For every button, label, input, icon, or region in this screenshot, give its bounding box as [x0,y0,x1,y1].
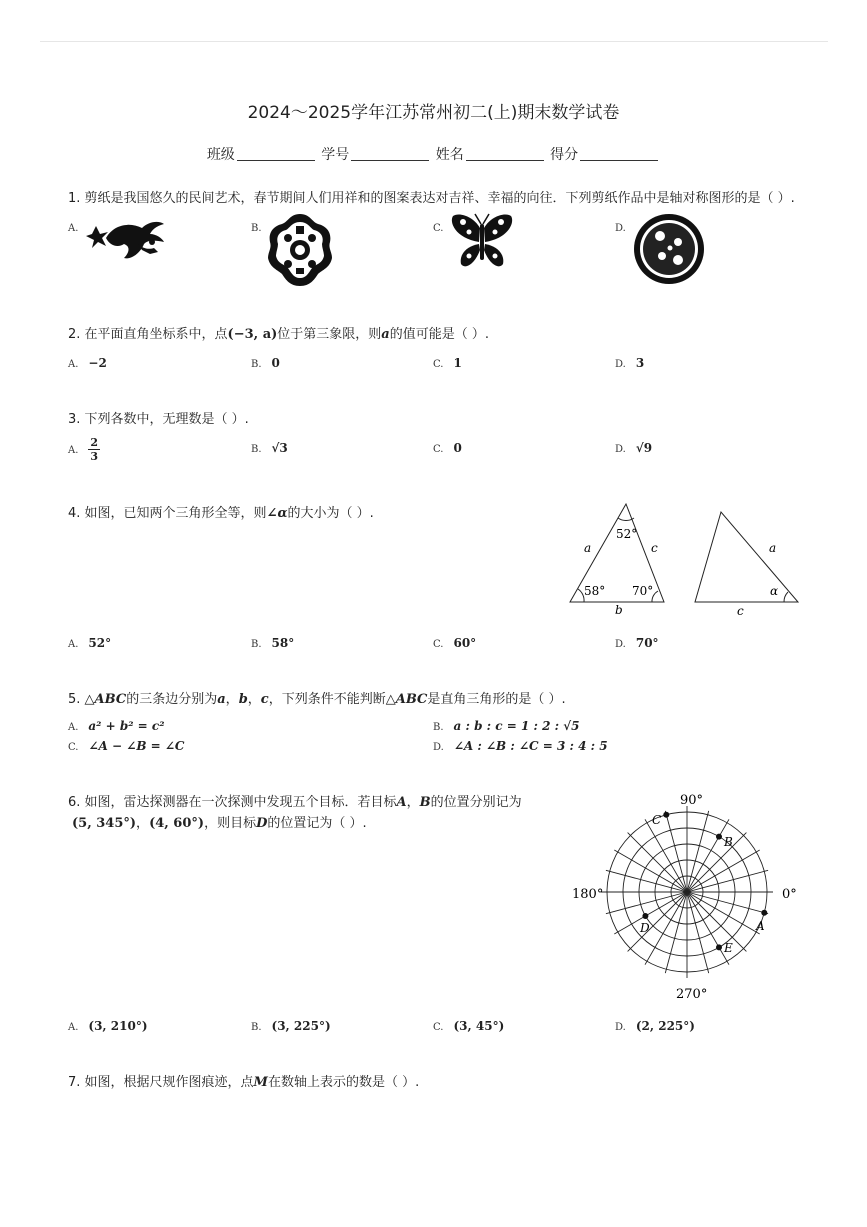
target-a-point [761,910,767,916]
target-c-label: C [652,813,662,827]
option-label: B. [251,223,262,234]
papercut-flower-frame-image [266,212,334,288]
option-label: D. [615,1022,626,1033]
side-c-label: c [651,541,658,555]
option-label: B. [251,639,262,650]
option-label: A. [68,722,79,733]
radar-ray [614,850,687,892]
option-value: √9 [635,441,653,455]
option-label: D. [433,742,444,753]
radar-ray [614,892,687,934]
student-info-header [0,144,867,164]
option-label: A. [68,1022,79,1033]
q2-text-post: 的值可能是（ ）. [389,327,489,342]
option-value: ∠A − ∠B = ∠C [88,739,185,753]
q2-point: (−3, a) [227,327,278,342]
option-label: A. [68,223,79,234]
option-value: a² + b² = c² [88,719,165,733]
degree-90-label: 90° [680,793,704,808]
q4-text-post: 的大小为（ ）. [287,506,374,521]
q5-option-d[interactable] [433,739,608,753]
q7-point-m: M [253,1075,268,1090]
option-label: D. [615,359,626,370]
angle-right-label: 70° [632,584,654,598]
option-value: −2 [88,356,107,370]
q4-angle: ∠α [266,506,288,521]
question-6-stem-line1: 6. 如图，雷达探测器在一次探测中发现五个目标．若目标A，B的位置分别记为 [68,795,522,810]
target-e-point [716,944,722,950]
name-label: 姓名 [435,147,464,163]
q6-text-mid: ，则目标 [204,816,257,831]
q5-side-c: c [260,692,269,707]
radar-ray [628,833,687,892]
q6-text-post2: 的位置记为（ ）. [267,816,367,831]
option-label: C. [68,742,79,753]
q3-option-d[interactable] [615,441,652,455]
target-d-point [642,913,648,919]
q6-target-b: B [419,795,431,810]
angle-top-label: 52° [616,527,638,541]
q5-option-c[interactable] [68,739,184,753]
q5-option-a[interactable] [68,719,164,733]
q6-position-a: (5, 345°) [72,816,137,831]
q4-option-d[interactable] [615,636,659,650]
target-b-label: B [724,835,733,849]
option-value: a : b : c = 1 : 2 : √5 [453,719,580,733]
question-2-stem [68,324,489,346]
q5-text-mid1: 的三条边分别为 [126,692,218,707]
congruent-triangles-figure [562,500,807,618]
q5-separator: ， [247,692,261,707]
triangle-2 [695,512,798,602]
q2-variable: a [381,327,390,342]
q5-text-post: 是直角三角形的是（ ）. [427,692,566,707]
q5-text-mid2: ，下列条件不能判断 [268,692,386,707]
option-value: (3, 210°) [88,1019,148,1033]
option-value: 1 [453,356,462,370]
q6-option-b[interactable] [251,1019,331,1033]
degree-270-label: 270° [676,987,708,1002]
q6-option-a[interactable] [68,1019,148,1033]
option-label: D. [615,223,626,234]
target-a-label: A [756,919,765,933]
degree-180-label: 180° [572,887,604,902]
q6-position-b: (4, 60°) [149,816,205,831]
option-value: 52° [88,636,112,650]
option-label: C. [433,444,444,455]
option-label: A. [68,359,79,370]
radar-ray [687,892,746,951]
class-blank[interactable] [237,146,315,161]
q5-side-a: a [217,692,226,707]
question-4-stem [68,503,374,525]
option-label: C. [433,639,444,650]
q3-option-c[interactable] [433,441,462,455]
fraction-denominator: 3 [90,450,99,463]
q2-option-c[interactable] [433,356,462,370]
q2-option-b[interactable] [251,356,280,370]
score-blank[interactable] [580,146,658,161]
question-6-stem-line2: (5, 345°)，(4, 60°)，则目标D的位置记为（ ）. [72,816,367,831]
side-a-label: a [584,541,592,555]
q7-text-post: 在数轴上表示的数是（ ）. [267,1075,420,1090]
q6-option-d[interactable] [615,1019,695,1033]
q4-option-c[interactable] [433,636,476,650]
option-label: B. [433,722,444,733]
q6-option-c[interactable] [433,1019,504,1033]
page-title: 2024～2025学年江苏常州初二(上)期末数学试卷 [247,103,620,123]
question-7-stem [68,1072,419,1094]
option-label: B. [251,444,262,455]
q5-triangle: △ABC [84,692,127,707]
radar-polar-figure [568,790,808,1004]
radar-ray [687,892,729,965]
q2-text-mid: 位于第三象限，则 [277,327,382,342]
q4-text-pre: 4. 如图，已知两个三角形全等，则 [68,506,267,521]
option-label: C. [433,359,444,370]
fraction-numerator: 2 [90,436,99,449]
angle-arc-alpha [784,592,788,602]
option-label: A. [68,639,79,650]
q4-option-a[interactable] [68,636,111,650]
q2-text-pre: 2. 在平面直角坐标系中，点 [68,327,228,342]
score-label: 得分 [550,147,579,163]
option-value: 70° [635,636,659,650]
q6-target-d: D [256,816,268,831]
option-value: 0 [453,441,462,455]
option-label: D. [615,639,626,650]
angle-left-label: 58° [584,584,606,598]
option-value: 60° [453,636,477,650]
option-label: D. [615,444,626,455]
radar-ray [687,833,746,892]
id-blank[interactable] [351,146,429,161]
option-value: ∠A : ∠B : ∠C = 3 : 4 : 5 [453,739,608,753]
option-label: C. [433,223,444,234]
fraction [88,436,100,463]
radar-ray [628,892,687,951]
name-blank[interactable] [466,146,544,161]
radar-ray [687,850,760,892]
option-label: B. [251,1022,262,1033]
option-value: 3 [635,356,645,370]
q6-target-a: A [396,795,407,810]
target-e-label: E [724,941,733,955]
q3-option-a[interactable] [68,436,100,463]
id-label: 学号 [321,147,350,163]
radar-ray [645,819,687,892]
class-label: 班级 [206,147,235,163]
question-5-stem [68,689,566,711]
q6-text-post1: 的位置分别记为 [430,795,522,810]
target-c-point [663,812,669,818]
q2-option-d[interactable] [615,356,644,370]
side-c2-label: c [737,604,744,618]
q5-option-b[interactable] [433,719,580,733]
q2-option-a[interactable] [68,356,107,370]
option-value: (3, 45°) [453,1019,505,1033]
target-d-label: D [640,921,650,935]
option-value: (3, 225°) [271,1019,331,1033]
angle-alpha-label: α [770,584,779,598]
q3-option-b[interactable] [251,441,288,455]
radar-ray [687,819,729,892]
question-3-stem: 3. 下列各数中，无理数是（ ）. [68,412,249,427]
q5-separator: ， [225,692,239,707]
papercut-bird-image [84,214,168,264]
option-label: A. [68,445,79,456]
option-value: 58° [271,636,295,650]
question-1-stem: 1. 剪纸是我国悠久的民间艺术，春节期间人们用祥和的图案表达对吉祥、幸福的向往．下列剪纸作品中是轴对称图形的是（ ）. [68,191,795,206]
option-label: C. [433,1022,444,1033]
radar-ray [687,892,760,934]
degree-0-label: 0° [782,887,797,902]
q5-side-b: b [238,692,248,707]
option-value: √3 [271,441,288,455]
q5-triangle: △ABC [385,692,428,707]
side-b-label: b [615,603,623,617]
q6-text-pre: 6. 如图，雷达探测器在一次探测中发现五个目标．若目标 [68,795,397,810]
q5-text-pre: 5. [68,692,85,707]
q4-option-b[interactable] [251,636,294,650]
side-a2-label: a [769,541,777,555]
option-value: 0 [271,356,280,370]
top-rule [40,41,828,42]
q7-text-pre: 7. 如图，根据尺规作图痕迹，点 [68,1075,254,1090]
radar-ray [645,892,687,965]
option-value: (2, 225°) [635,1019,695,1033]
papercut-round-animal-image [632,212,706,286]
option-label: B. [251,359,262,370]
target-b-point [716,834,722,840]
papercut-butterfly-image [449,212,515,274]
